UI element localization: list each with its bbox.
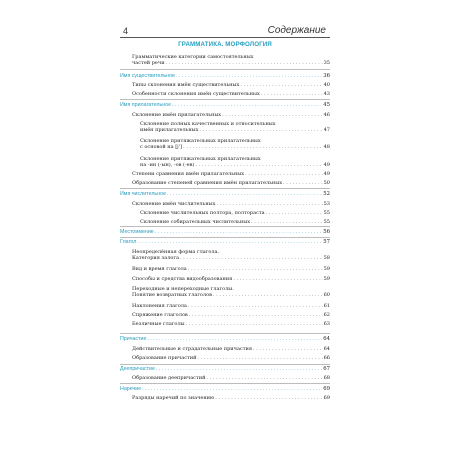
toc-dot-leader bbox=[222, 112, 323, 118]
toc-chapter-entry[interactable] bbox=[120, 336, 330, 342]
toc-entry-text: Глагол bbox=[120, 239, 137, 245]
toc-page-number: 64 bbox=[323, 346, 330, 352]
toc-entry-text: Способы и средства видообразования bbox=[132, 276, 233, 282]
toc-entry-text: частей речи bbox=[132, 60, 165, 67]
toc-entry[interactable] bbox=[120, 54, 330, 66]
toc-entry-text: Наклонения глагола bbox=[132, 303, 187, 309]
toc-page-number: 50 bbox=[323, 180, 330, 186]
toc-dot-leader bbox=[180, 255, 323, 261]
toc-dot-leader bbox=[176, 73, 322, 79]
toc-dot-leader bbox=[283, 180, 323, 186]
toc-entry[interactable] bbox=[120, 219, 330, 225]
toc-entry-text: Склонение числительных полтора, полтораста bbox=[140, 210, 265, 216]
toc-page-number: 59 bbox=[323, 266, 330, 272]
toc-dot-leader bbox=[245, 171, 323, 177]
toc-chapter-entry[interactable] bbox=[120, 73, 330, 79]
toc-entry-text: Образование деепричастий bbox=[132, 375, 206, 381]
toc-entry[interactable] bbox=[120, 91, 330, 97]
toc-dot-leader bbox=[213, 292, 323, 298]
toc-divider bbox=[120, 99, 330, 100]
toc-divider bbox=[120, 69, 330, 70]
toc-entry[interactable] bbox=[120, 286, 330, 298]
toc-entry-text: Образование степеней сравнения имён прилагательных bbox=[132, 180, 283, 186]
toc-entry[interactable] bbox=[120, 201, 330, 207]
toc-entry-text: Типы склонения имён существительных bbox=[132, 82, 240, 88]
toc-page-number: 52 bbox=[323, 191, 330, 197]
toc-page-number: 48 bbox=[323, 144, 330, 151]
toc-dot-leader bbox=[240, 82, 322, 88]
toc-dot-leader bbox=[216, 201, 322, 207]
toc-entry-text: Вид и время глагола bbox=[132, 266, 187, 272]
toc-dot-leader bbox=[251, 219, 323, 225]
toc-divider bbox=[120, 383, 330, 384]
toc-dot-leader bbox=[261, 91, 323, 97]
toc-chapter-entry[interactable] bbox=[120, 191, 330, 197]
toc-dot-leader bbox=[167, 191, 322, 197]
toc-entry-text: на -ин (-ын), -ов (-ев) bbox=[140, 162, 195, 169]
toc-dot-leader bbox=[172, 102, 322, 108]
toc-entry[interactable] bbox=[120, 156, 330, 168]
toc-divider bbox=[120, 226, 330, 227]
toc-entry-text: Склонение полных качественных и относительных bbox=[140, 121, 276, 127]
toc-entry[interactable] bbox=[120, 303, 330, 309]
toc-entry-text: Деепричастие bbox=[120, 366, 155, 372]
toc-page-number: 64 bbox=[323, 336, 330, 342]
toc-entry-text: Имя прилагательное bbox=[120, 102, 172, 108]
toc-entry[interactable] bbox=[120, 276, 330, 282]
toc-entry-text: Категория залога bbox=[132, 255, 179, 262]
toc-entry-text: Причастие bbox=[120, 336, 147, 342]
toc-page-number: 43 bbox=[323, 91, 330, 97]
toc-entry[interactable] bbox=[120, 210, 330, 216]
toc-page-number: 46 bbox=[323, 112, 330, 118]
toc-dot-leader bbox=[188, 303, 323, 309]
toc-chapter-entry[interactable] bbox=[120, 102, 330, 108]
toc-chapter-entry[interactable] bbox=[120, 229, 330, 235]
toc-dot-leader bbox=[197, 355, 322, 361]
toc-entry-text: с основой на [j'] bbox=[140, 144, 183, 151]
toc-entry[interactable] bbox=[120, 395, 330, 401]
toc-divider bbox=[120, 333, 330, 334]
toc-entry[interactable] bbox=[120, 321, 330, 327]
toc-entry[interactable] bbox=[120, 171, 330, 177]
toc-entry[interactable] bbox=[120, 312, 330, 318]
toc-page-number: 60 bbox=[323, 292, 330, 299]
toc-entry-text: Склонение имён числительных bbox=[132, 201, 216, 207]
toc-page-number: 62 bbox=[323, 312, 330, 318]
toc-chapter-entry[interactable] bbox=[120, 239, 330, 245]
toc-entry-text: Особенности склонения имён существительных bbox=[132, 91, 260, 97]
toc-page-number: 69 bbox=[323, 386, 330, 392]
toc-chapter-entry[interactable] bbox=[120, 366, 330, 372]
toc-chapter-entry[interactable] bbox=[120, 386, 330, 392]
toc-entry[interactable] bbox=[120, 138, 330, 150]
toc-entry-text: Неопределённая форма глагола. bbox=[132, 249, 220, 255]
toc-entry-text: Местоимение bbox=[120, 229, 154, 235]
toc-entry[interactable] bbox=[120, 180, 330, 186]
toc-entry[interactable] bbox=[120, 249, 330, 261]
toc-entry-text: Безличные глаголы bbox=[132, 321, 185, 327]
toc-entry[interactable] bbox=[120, 355, 330, 361]
toc-entry[interactable] bbox=[120, 112, 330, 118]
toc-entry-text: Грамматические категории самостоятельных bbox=[132, 54, 254, 60]
toc-entry-text: Действительные и страдательные причастия bbox=[132, 346, 252, 352]
toc-dot-leader bbox=[137, 239, 322, 245]
toc-page-number: 55 bbox=[323, 210, 330, 216]
toc-page-number: 56 bbox=[323, 229, 330, 235]
page-number: 4 bbox=[123, 26, 129, 36]
toc-dot-leader bbox=[195, 162, 322, 168]
toc-entry-text: Степени сравнения имён прилагательных bbox=[132, 171, 245, 177]
toc-page-number: 49 bbox=[323, 171, 330, 177]
toc-divider bbox=[120, 364, 330, 365]
toc-entry-text: Переходные и непереходные глаголы. bbox=[132, 286, 234, 292]
toc-entry[interactable] bbox=[120, 266, 330, 272]
toc-page-number: 57 bbox=[323, 239, 330, 245]
toc-page-number: 49 bbox=[323, 162, 330, 169]
toc-page-number: 59 bbox=[323, 276, 330, 282]
header-rule bbox=[120, 37, 330, 38]
toc-entry-text: Склонение притяжательных прилагательных bbox=[140, 138, 261, 144]
toc-entry-text: Склонение имён прилагательных bbox=[132, 112, 222, 118]
toc-page-number: 53 bbox=[323, 201, 330, 207]
toc-divider bbox=[120, 188, 330, 189]
toc-entry[interactable] bbox=[120, 346, 330, 352]
toc-page-number: 36 bbox=[323, 73, 330, 79]
toc-dot-leader bbox=[189, 312, 323, 318]
toc-dot-leader bbox=[188, 266, 323, 272]
toc-page-number: 47 bbox=[323, 127, 330, 134]
toc-page-number: 45 bbox=[323, 102, 330, 108]
toc-dot-leader bbox=[155, 229, 322, 235]
toc-page-number: 69 bbox=[323, 395, 330, 401]
toc-entry-text: Спряжение глаголов bbox=[132, 312, 188, 318]
toc-dot-leader bbox=[266, 210, 323, 216]
toc-dot-leader bbox=[233, 276, 322, 282]
toc-dot-leader bbox=[147, 336, 322, 342]
toc-dot-leader bbox=[199, 127, 322, 133]
toc-page-number: 66 bbox=[323, 355, 330, 361]
toc-dot-leader bbox=[166, 60, 323, 66]
toc-entry[interactable] bbox=[120, 82, 330, 88]
toc-entry-text: Образование причастий bbox=[132, 355, 197, 361]
toc-page-number: 58 bbox=[323, 255, 330, 262]
toc-page-number: 55 bbox=[323, 219, 330, 225]
toc-dot-leader bbox=[156, 366, 322, 372]
toc-divider bbox=[120, 237, 330, 238]
running-header: Содержание bbox=[267, 25, 326, 36]
toc-dot-leader bbox=[142, 386, 322, 392]
toc-page-number: 63 bbox=[323, 321, 330, 327]
toc-entry-text: Имя существительное bbox=[120, 73, 175, 79]
toc-entry-text: Склонение собирательных числительных bbox=[140, 219, 251, 225]
toc-page-number: 35 bbox=[323, 60, 330, 67]
section-title: ГРАММАТИКА. МОРФОЛОГИЯ bbox=[178, 41, 272, 48]
toc-entry-text: Понятие возвратных глаголов bbox=[132, 292, 212, 299]
toc-page-number: 68 bbox=[323, 375, 330, 381]
toc-dot-leader bbox=[183, 144, 323, 150]
toc-entry-text: Наречие bbox=[120, 386, 142, 392]
toc-dot-leader bbox=[206, 375, 322, 381]
toc-entry-text: Имя числительное bbox=[120, 191, 167, 197]
toc-page-number: 40 bbox=[323, 82, 330, 88]
toc-entry[interactable] bbox=[120, 375, 330, 381]
toc-entry-text: Разряды наречий по значению bbox=[132, 395, 215, 401]
toc-dot-leader bbox=[186, 321, 323, 327]
toc-page-number: 67 bbox=[323, 366, 330, 372]
toc-entry-text: имён прилагательных bbox=[140, 127, 199, 134]
toc-page-number: 61 bbox=[323, 303, 330, 309]
toc-entry-text: Склонение притяжательных прилагательных bbox=[140, 156, 261, 162]
toc-entry[interactable] bbox=[120, 121, 330, 133]
toc-dot-leader bbox=[253, 346, 323, 352]
toc-dot-leader bbox=[215, 395, 322, 401]
